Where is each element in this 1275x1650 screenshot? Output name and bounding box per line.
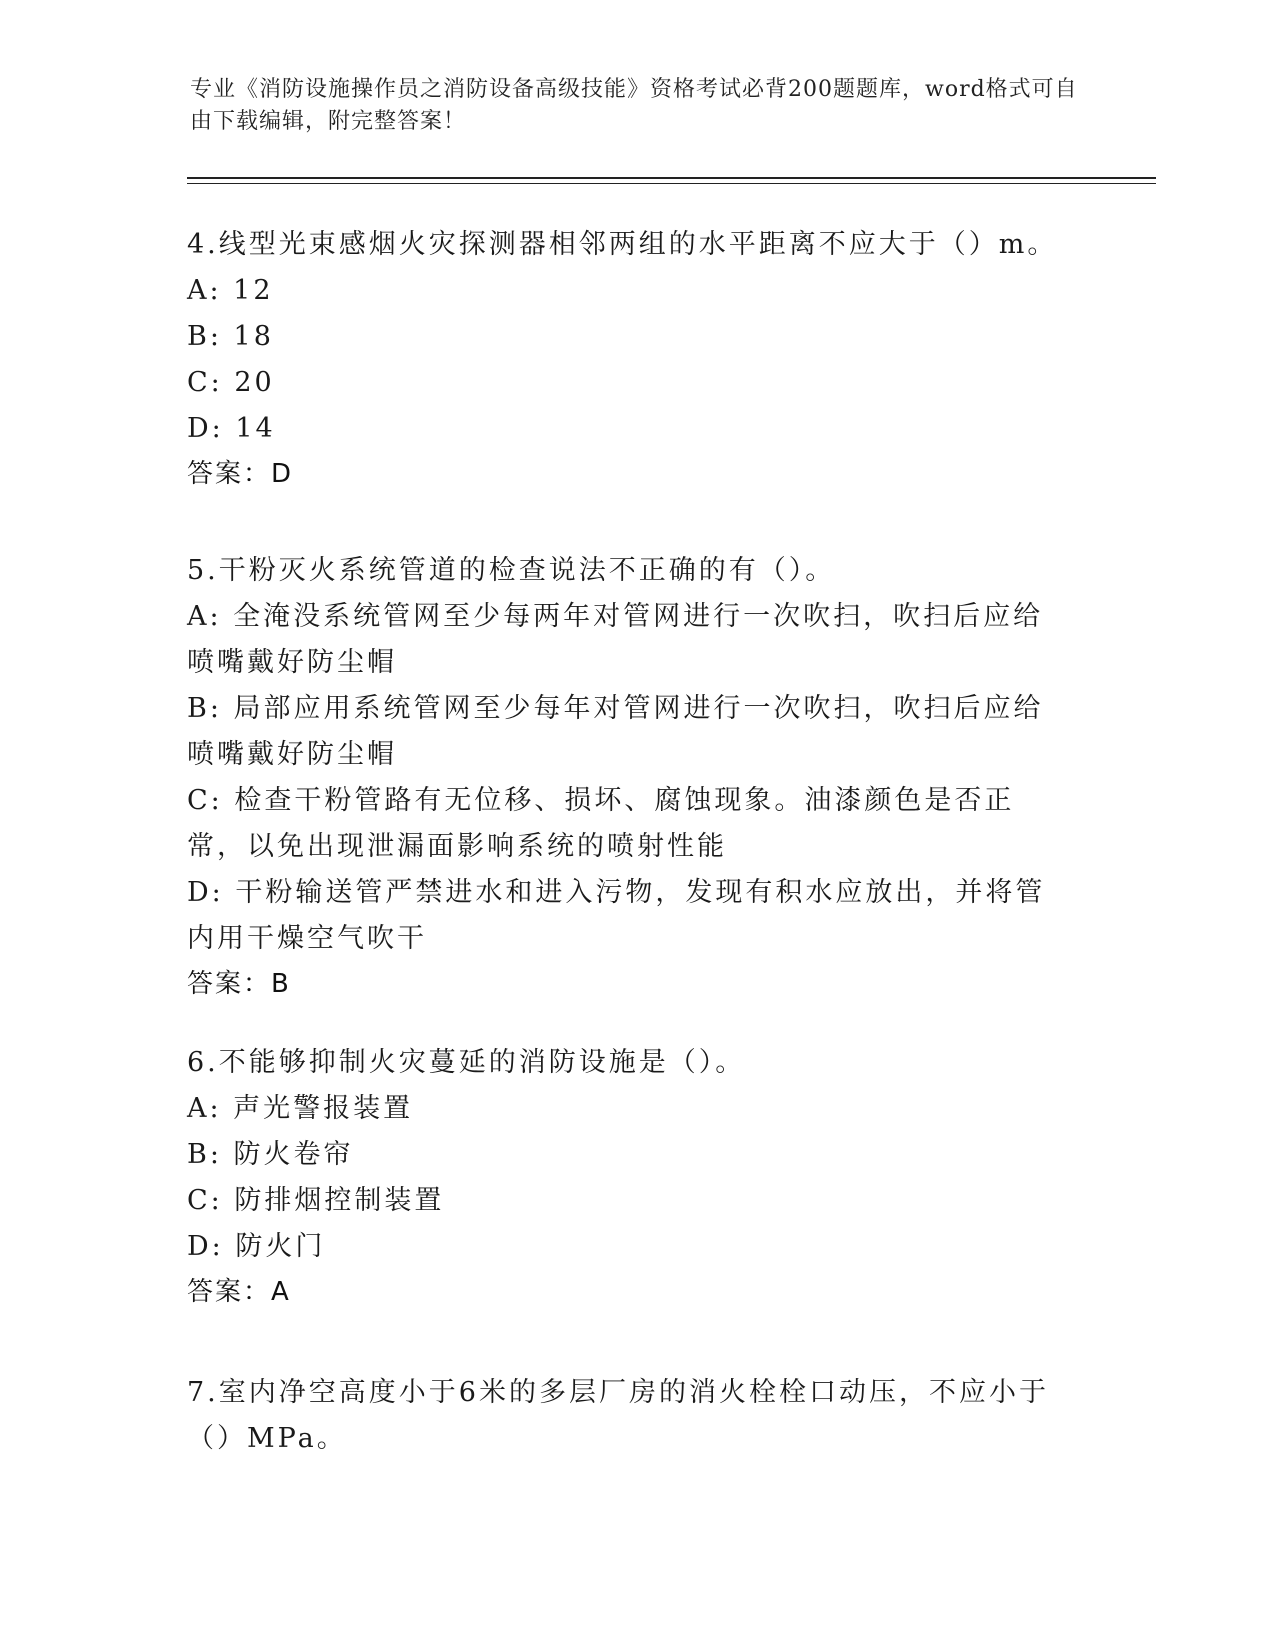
option-a: A: 全淹没系统管网至少每两年对管网进行一次吹扫，吹扫后应给喷嘴戴好防尘帽 (187, 601, 1044, 678)
question-6 (187, 1040, 1087, 1314)
option-a: A: 声光警报装置 (187, 1093, 414, 1124)
answer-label: 答案：B (187, 969, 291, 999)
option-b: B: 防火卷帘 (187, 1139, 354, 1170)
option-b: B: 18 (187, 321, 274, 352)
option-d: D: 防火门 (187, 1231, 326, 1262)
option-b: B: 局部应用系统管网至少每年对管网进行一次吹扫，吹扫后应给喷嘴戴好防尘帽 (187, 693, 1044, 770)
document-intro: 专业《消防设施操作员之消防设备高级技能》资格考试必背200题题库，word格式可自由下载编辑，附完整答案！ (190, 77, 1078, 134)
question-7 (187, 1370, 1087, 1462)
answer-label: 答案：D (187, 459, 294, 489)
question-stem: 7.室内净空高度小于6米的多层厂房的消火栓栓口动压，不应小于（）MPa。 (187, 1377, 1049, 1454)
header-divider-thick (187, 177, 1156, 179)
question-stem: 4.线型光束感烟火灾探测器相邻两组的水平距离不应大于（）m。 (187, 229, 1058, 260)
question-stem: 6.不能够抑制火灾蔓延的消防设施是（）。 (187, 1047, 746, 1078)
option-d: D: 干粉输送管严禁进水和进入污物，发现有积水应放出，并将管内用干燥空气吹干 (187, 877, 1046, 954)
question-4 (187, 222, 1087, 496)
header-divider-thin (187, 183, 1156, 184)
question-stem: 5.干粉灭火系统管道的检查说法不正确的有（）。 (187, 555, 836, 586)
option-c: C: 防排烟控制装置 (187, 1185, 445, 1216)
option-d: D: 14 (187, 413, 276, 444)
question-5 (187, 548, 1087, 1006)
option-a: A: 12 (187, 275, 274, 306)
option-c: C: 20 (187, 367, 275, 398)
answer-label: 答案：A (187, 1277, 291, 1307)
option-c: C: 检查干粉管路有无位移、损坏、腐蚀现象。油漆颜色是否正常，以免出现泄漏面影响系统的喷射性能 (187, 785, 1015, 862)
